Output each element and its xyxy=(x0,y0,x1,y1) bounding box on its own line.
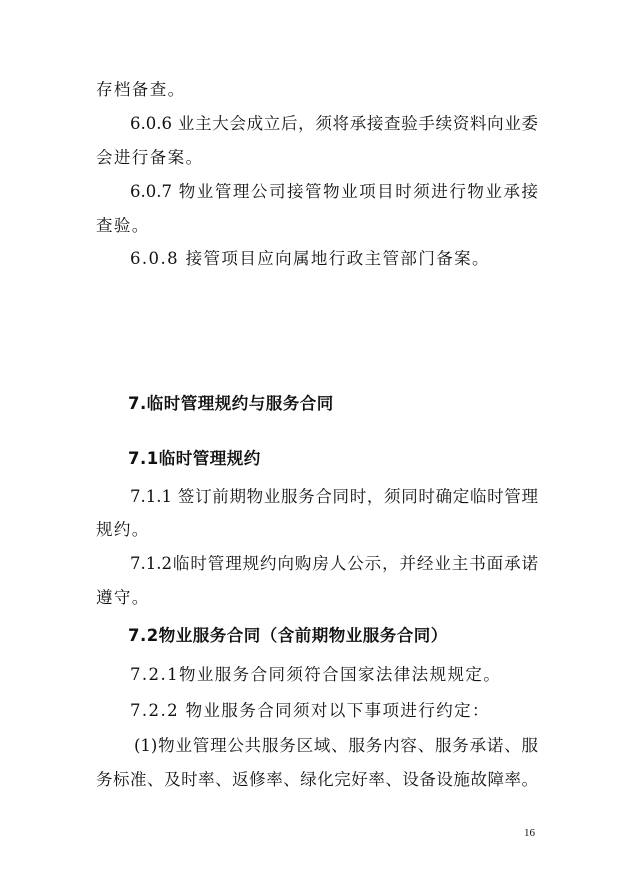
section-heading-7-2: 7.2物业服务合同（含前期物业服务合同） xyxy=(128,626,448,645)
list-item-1-line-1: (1)物业管理公共服务区域、服务内容、服务承诺、服 xyxy=(134,736,538,755)
clause-7-1-2-line-2: 遵守。 xyxy=(96,588,150,607)
section-heading-7: 7.临时管理规约与服务合同 xyxy=(128,394,334,413)
clause-6-0-6-line-1: 6.0.6 业主大会成立后，须将承接查验手续资料向业委 xyxy=(130,114,538,133)
clause-6-0-7-line-2: 查验。 xyxy=(96,216,150,235)
clause-7-2-1: 7.2.1物业服务合同须符合国家法律法规规定。 xyxy=(130,665,502,684)
section-heading-7-1: 7.1临时管理规约 xyxy=(128,449,261,468)
clause-6-0-8: 6.0.8 接管项目应向属地行政主管部门备案。 xyxy=(130,249,490,268)
clause-6-0-6-line-2: 会进行备案。 xyxy=(96,148,204,167)
clause-7-2-2: 7.2.2 物业服务合同须对以下事项进行约定： xyxy=(130,701,490,720)
clause-7-1-1-line-2: 规约。 xyxy=(96,520,150,539)
list-item-1-line-2: 务标准、及时率、返修率、绿化完好率、设备设施故障率。 xyxy=(96,770,538,789)
clause-7-1-2-line-1: 7.1.2临时管理规约向购房人公示，并经业主书面承诺 xyxy=(130,554,538,573)
paragraph-6-0-5-tail: 存档备查。 xyxy=(96,80,186,99)
clause-7-1-1-line-1: 7.1.1 签订前期物业服务合同时，须同时确定临时管理 xyxy=(130,487,538,506)
clause-6-0-7-line-1: 6.0.7 物业管理公司接管物业项目时须进行物业承接 xyxy=(130,182,538,201)
page-number: 16 xyxy=(524,827,535,839)
